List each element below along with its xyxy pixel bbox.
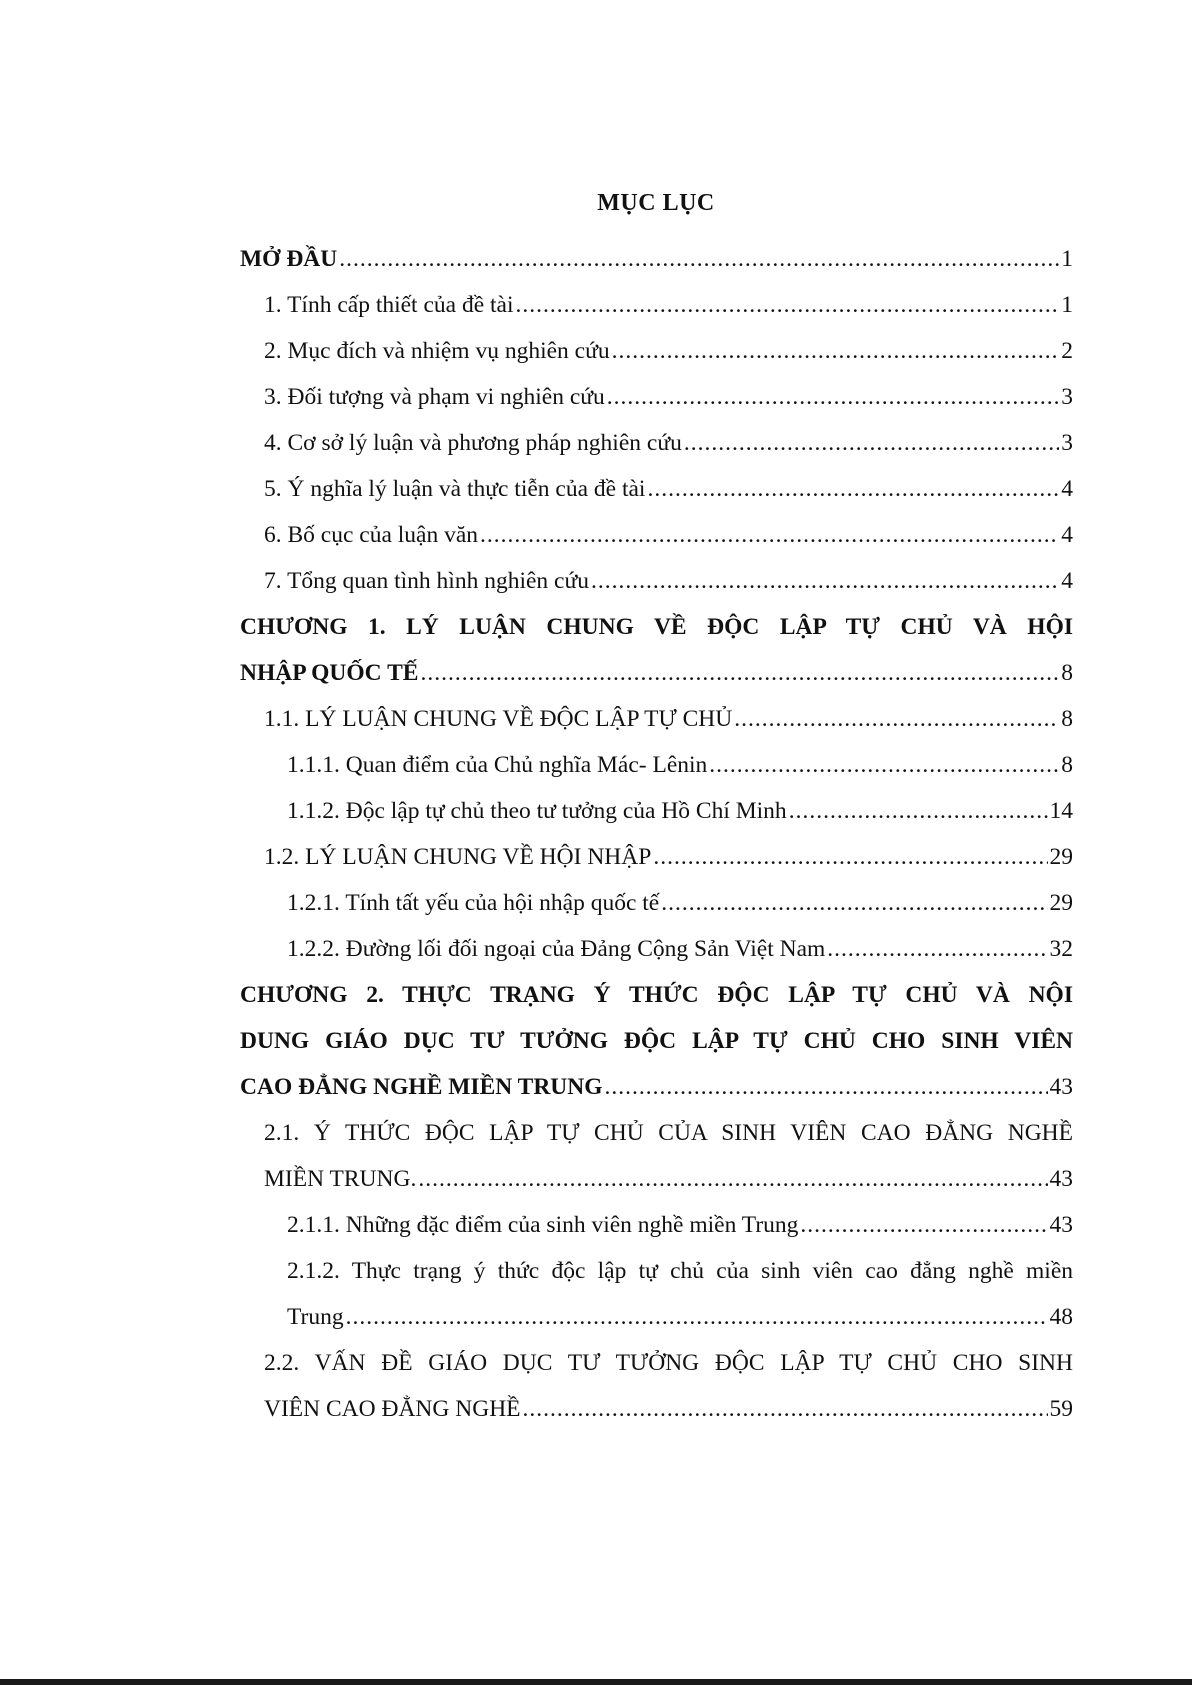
toc-entry-label: 2. Mục đích và nhiệm vụ nghiên cứu [264,338,610,364]
dot-leader [607,374,1060,420]
toc-entry-page: 8 [1061,752,1073,778]
toc-entry-label: 1.2.1. Tính tất yếu của hội nhập quốc tế [287,890,660,916]
dot-leader [339,236,1059,282]
toc-entry-page: 48 [1049,1304,1073,1330]
toc-entry-page: 1 [1061,246,1073,272]
toc-entry[interactable] [240,788,1073,834]
toc-entry-label: 1.1.2. Độc lập tự chủ theo tư tưởng của Hồ Chí Minh [287,798,787,824]
toc-entry-line [240,1294,1073,1340]
toc-entry-page: 29 [1049,890,1073,916]
toc-entry-label: 6. Bố cục của luận văn [264,522,479,548]
toc-entry-section-2-2[interactable] [240,1340,1073,1432]
dot-leader [661,880,1047,926]
dot-leader [800,1202,1047,1248]
toc-entry-label: 7. Tổng quan tình hình nghiên cứu [264,568,589,594]
toc-entry-line [240,1386,1073,1432]
toc-entry-label: 4. Cơ sở lý luận và phương pháp nghiên cứu [264,430,682,456]
toc-entry-label: 1. Tính cấp thiết của đề tài [264,292,514,318]
toc-entry-label: 2.1.1. Những đặc điểm của sinh viên nghề miền Trung [287,1212,799,1238]
toc-entry-label-line: DUNG GIÁO DỤC TƯ TƯỞNG ĐỘC LẬP TỰ CHỦ CHO SINH VIÊN [240,1028,1073,1054]
toc-entry[interactable] [240,1202,1073,1248]
toc-entry[interactable] [240,374,1073,420]
toc-entry[interactable] [240,558,1073,604]
toc-entry-page: 4 [1061,568,1073,594]
toc-entry-page: 29 [1049,844,1073,870]
toc-entry[interactable] [240,420,1073,466]
dot-leader [709,742,1059,788]
toc-entry[interactable] [240,834,1073,880]
dot-leader [420,650,1059,696]
dot-leader [647,466,1059,512]
dot-leader [734,696,1059,742]
toc-entry-label-line: 2.1.2. Thực trạng ý thức độc lập tự chủ của sinh viên cao đẳng nghề miền [287,1258,1073,1284]
dot-leader [523,1386,1048,1432]
toc-entry[interactable] [240,742,1073,788]
toc-entry-page: 32 [1049,936,1073,962]
dot-leader [605,1064,1048,1110]
toc-entry-page: 4 [1061,476,1073,502]
toc-entry-page: 43 [1049,1074,1073,1100]
toc-entry[interactable] [240,328,1073,374]
dot-leader [827,926,1047,972]
toc-entry-line [240,1156,1073,1202]
toc-entry-label: MỞ ĐẦU [240,246,338,272]
toc-entry-label: 1.1.1. Quan điểm của Chủ nghĩa Mác- Lênin [287,752,708,778]
toc-entry-label: 1.2. LÝ LUẬN CHUNG VỀ HỘI NHẬP [264,844,652,870]
dot-leader [346,1294,1048,1340]
toc-entry-label-line: 2.1. Ý THỨC ĐỘC LẬP TỰ CHỦ CỦA SINH VIÊN CAO ĐẲNG NGHỀ [264,1120,1073,1146]
toc-entry-label-line: CHƯƠNG 1. LÝ LUẬN CHUNG VỀ ĐỘC LẬP TỰ CHỦ VÀ HỘI [240,614,1073,640]
toc-entry-label-line: CHƯƠNG 2. THỰC TRẠNG Ý THỨC ĐỘC LẬP TỰ CHỦ VÀ NỘI [240,982,1073,1008]
toc-entry[interactable] [240,466,1073,512]
toc-entry-page: 8 [1061,660,1073,686]
toc-entry-page: 1 [1061,292,1073,318]
toc-entry-label: 3. Đối tượng và phạm vi nghiên cứu [264,384,605,410]
toc-entry-section-2-1[interactable] [240,1110,1073,1202]
toc-entry-label-line: 2.2. VẤN ĐỀ GIÁO DỤC TƯ TƯỞNG ĐỘC LẬP TỰ CHỦ CHO SINH [264,1350,1073,1376]
toc-title: MỤC LỤC [597,190,715,216]
toc-entry-page: 8 [1061,706,1073,732]
toc-entry-label: 1.1. LÝ LUẬN CHUNG VỀ ĐỘC LẬP TỰ CHỦ [264,706,733,732]
dot-leader [789,788,1048,834]
bottom-edge-bar [0,1679,1192,1685]
toc-entry[interactable] [240,880,1073,926]
dot-leader [684,420,1059,466]
toc-entry-label: 5. Ý nghĩa lý luận và thực tiễn của đề tài [264,476,646,502]
toc-entry-page: 3 [1061,430,1073,456]
toc-entry-label: 1.2.2. Đường lối đối ngoại của Đảng Cộng Sản Việt Nam [287,936,826,962]
toc-entry[interactable] [240,696,1073,742]
toc-entry-label-line: NHẬP QUỐC TẾ [240,660,419,686]
toc-entry-line [240,650,1073,696]
table-of-contents [240,236,1073,1432]
dot-leader [516,282,1060,328]
dot-leader [480,512,1059,558]
toc-entry-mo-dau[interactable] [240,236,1073,282]
toc-entry-page: 43 [1049,1166,1073,1192]
toc-entry-page: 2 [1061,338,1073,364]
dot-leader [418,1156,1047,1202]
toc-entry-chapter-1[interactable] [240,604,1073,696]
dot-leader [591,558,1059,604]
toc-entry-section-2-1-2[interactable] [240,1248,1073,1340]
toc-entry-label-line: VIÊN CAO ĐẲNG NGHỀ [264,1396,521,1422]
toc-entry-page: 3 [1061,384,1073,410]
toc-entry-line [240,1064,1073,1110]
toc-entry-label-line: CAO ĐẲNG NGHỀ MIỀN TRUNG [240,1074,603,1100]
dot-leader [612,328,1060,374]
toc-entry-label-line: MIỀN TRUNG. [264,1166,417,1192]
toc-entry-label-line: Trung [287,1304,344,1330]
toc-entry[interactable] [240,926,1073,972]
toc-entry-page: 59 [1049,1396,1073,1422]
toc-entry-page: 4 [1061,522,1073,548]
toc-entry[interactable] [240,282,1073,328]
toc-entry-page: 43 [1049,1212,1073,1238]
toc-entry-chapter-2[interactable] [240,972,1073,1110]
toc-entry[interactable] [240,512,1073,558]
dot-leader [653,834,1047,880]
toc-entry-page: 14 [1049,798,1073,824]
